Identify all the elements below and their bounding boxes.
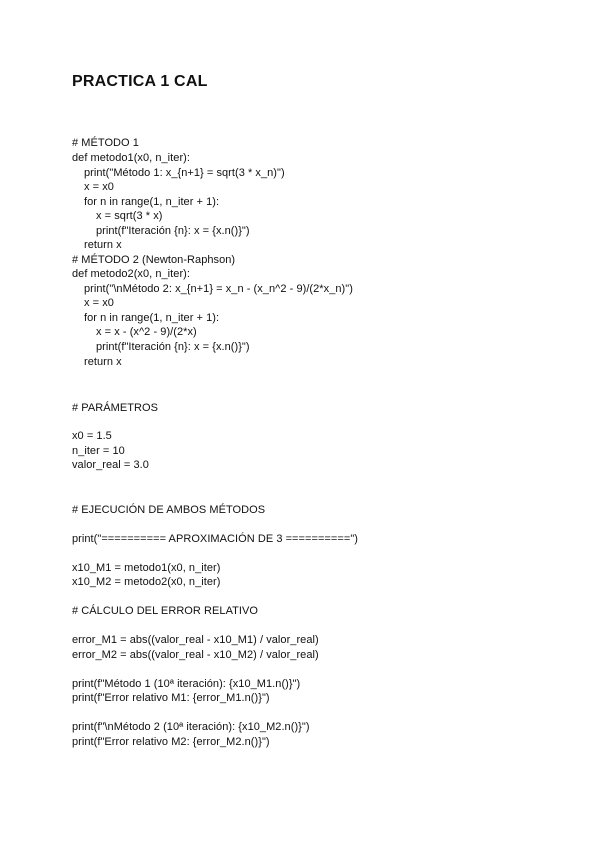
code-line: return x <box>84 239 122 251</box>
code-line: valor_real = 3.0 <box>72 459 149 471</box>
code-line: # MÉTODO 1 <box>72 137 139 149</box>
code-line: return x <box>84 356 122 368</box>
code-line: x0 = 1.5 <box>72 430 112 442</box>
code-line: error_M2 = abs((valor_real - x10_M2) / valor_real) <box>72 649 319 661</box>
code-line: # MÉTODO 2 (Newton-Raphson) <box>72 254 236 266</box>
code-line: # CÁLCULO DEL ERROR RELATIVO <box>72 605 259 617</box>
code-line: error_M1 = abs((valor_real - x10_M1) / valor_real) <box>72 634 319 646</box>
code-line: print(f"Error relativo M1: {error_M1.n()}") <box>72 692 270 704</box>
page-title: PRACTICA 1 CAL <box>72 73 208 90</box>
code-line: # PARÁMETROS <box>72 402 158 414</box>
code-line: def metodo2(x0, n_iter): <box>72 268 190 280</box>
code-line: print(f"\nMétodo 2 (10ª iteración): {x10_M2.n()}") <box>72 721 310 733</box>
code-line: print("\nMétodo 2: x_{n+1} = x_n - (x_n^2 - 9)/(2*x_n)") <box>84 283 353 295</box>
code-line: print("========== APROXIMACIÓN DE 3 ==========") <box>72 533 358 545</box>
code-line: print(f"Método 1 (10ª iteración): {x10_M1.n()}") <box>72 678 301 690</box>
code-line: for n in range(1, n_iter + 1): <box>84 196 220 208</box>
code-line: print("Método 1: x_{n+1} = sqrt(3 * x_n)") <box>84 167 285 179</box>
code-line: print(f"Iteración {n}: x = {x.n()}") <box>96 341 250 353</box>
code-line: def metodo1(x0, n_iter): <box>72 152 190 164</box>
code-line: print(f"Error relativo M2: {error_M2.n()}") <box>72 736 270 748</box>
code-line: print(f"Iteración {n}: x = {x.n()}") <box>96 225 250 237</box>
code-line: x = x0 <box>84 181 114 193</box>
code-line: x = sqrt(3 * x) <box>96 210 163 222</box>
code-line: x = x - (x^2 - 9)/(2*x) <box>96 326 197 338</box>
code-line: x10_M2 = metodo2(x0, n_iter) <box>72 576 221 588</box>
code-line: x = x0 <box>84 297 114 309</box>
code-line: n_iter = 10 <box>72 445 125 457</box>
code-line: # EJECUCIÓN DE AMBOS MÉTODOS <box>72 504 266 516</box>
code-line: x10_M1 = metodo1(x0, n_iter) <box>72 562 221 574</box>
code-line: for n in range(1, n_iter + 1): <box>84 312 220 324</box>
